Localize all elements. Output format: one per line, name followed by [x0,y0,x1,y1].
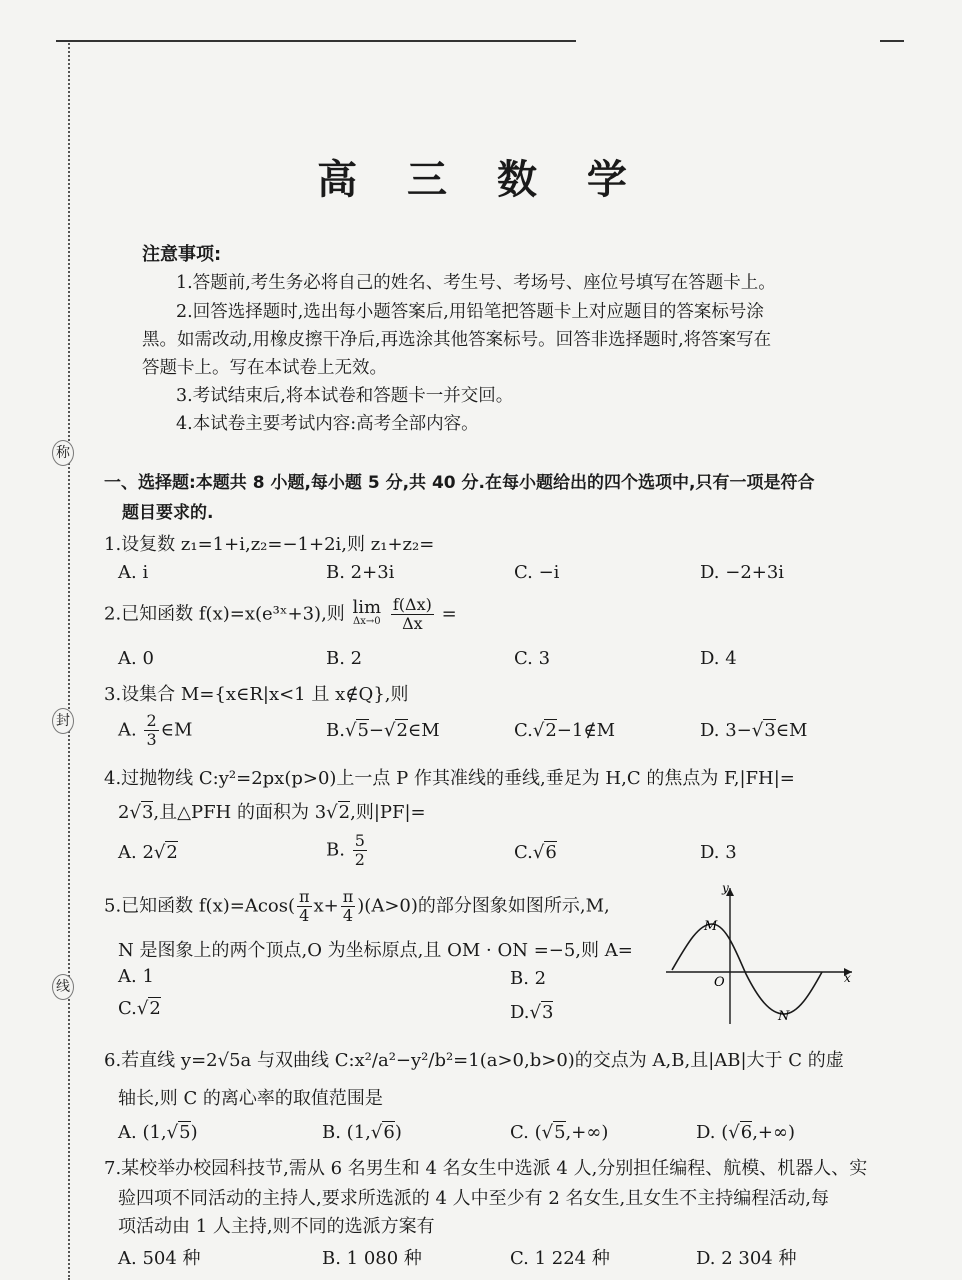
notice-line-4: 答题卡上。写在本试卷上无效。 [142,358,387,378]
q5-option-a: A. 1 [118,966,154,987]
q5-d-label: D. [510,1002,530,1023]
q6-d-radicand: 6 [740,1122,753,1143]
q4-a-radicand: 2 [166,842,178,863]
q5-stem-a: 5.已知函数 f(x)=Acos( [104,895,296,917]
question-4-line-1: 4.过抛物线 C:y²=2px(p>0)上一点 P 作其准线的垂线,垂足为 H,C 的焦点为 F,|FH|= [104,768,795,789]
q4-l2-c: ,则|PF|= [350,802,426,823]
q6-c-tail: ,+∞) [565,1122,609,1143]
binding-dotted-line [68,40,70,1280]
q3-option-d: D. 3−√3∈M [700,720,808,741]
question-5-line-1 [104,888,610,925]
q3-a-tail: ∈M [160,719,193,741]
q4-b-num: 5 [354,831,365,850]
q3-b-radicand-1: 5 [357,720,369,741]
q4-option-d: D. 3 [700,842,737,863]
question-1-stem: 1.设复数 z₁=1+i,z₂=−1+2i,则 z₁+z₂= [104,534,435,555]
q2-lim-word: lim [352,596,382,618]
top-rule [56,40,576,42]
q3-option-b: B.√5−√2∈M [326,720,440,741]
q5-c-label: C. [118,998,137,1019]
graph-curve [672,924,822,1014]
q2-denominator: Δx [402,614,423,633]
top-rule-right [880,40,904,42]
q3-d-radicand: 3 [764,720,776,741]
notice-line-2: 2.回答选择题时,选出每小题答案后,用铅笔把答题卡上对应题目的答案标号涂 [176,302,764,322]
notice-line-1: 1.答题前,考生务必将自己的姓名、考生号、考场号、座位号填写在答题卡上。 [176,273,776,293]
q2-stem-text: 2.已知函数 f(x)=x(e³ˣ+3),则 [104,603,345,625]
q5-option-c: C.√2 [118,998,161,1019]
q5-option-d: D.√3 [510,1002,554,1023]
q7-option-c: C. 1 224 种 [510,1248,610,1269]
margin-mark-cheng: 称 [52,440,74,466]
q5-c-radicand: 2 [149,998,161,1019]
q3-d-label: D. 3− [700,720,752,741]
q6-b-label: B. (1, [322,1122,371,1143]
q2-option-b: B. 2 [326,648,363,669]
q4-b-label: B. [326,839,345,861]
q1-option-a: A. i [118,562,149,583]
q2-option-d: D. 4 [700,648,737,669]
question-3-stem: 3.设集合 M={x∈R|x<1 且 x∉Q},则 [104,684,409,705]
graph-y-label: y [722,881,729,895]
q5-mid: x+ [313,895,339,917]
q5-d-radicand: 3 [542,1002,554,1023]
q4-l2-b: ,且△PFH 的面积为 3 [153,802,327,823]
q3-a-label: A. [118,719,137,741]
q3-a-num: 2 [146,711,157,730]
q2-option-c: C. 3 [514,648,551,669]
page-title: 高 三 数 学 [317,157,645,203]
q5-frac-1 [297,888,312,925]
q6-c-label: C. ( [510,1122,542,1143]
q4-c-radicand: 6 [545,842,557,863]
notice-line-5: 3.考试结束后,将本试卷和答题卡一并交回。 [176,386,514,406]
q2-fraction [391,596,434,633]
q6-c-radicand: 5 [554,1122,566,1143]
q3-b-minus: − [368,720,384,741]
q3-c-radicand: 2 [545,720,557,741]
q3-a-den: 3 [146,730,157,749]
q7-option-a: A. 504 种 [118,1248,201,1269]
graph-point-m: M [704,919,718,934]
margin-mark-feng: 封 [52,708,74,734]
section-line-1: 一、选择题:本题共 8 小题,每小题 5 分,共 40 分.在每小题给出的四个选项中,只有一项是符合 [104,473,815,493]
q6-d-label: D. ( [696,1122,729,1143]
q1-option-b: B. 2+3i [326,562,395,583]
q6-option-d: D. (√6,+∞) [696,1122,796,1143]
section-heading [104,468,874,528]
question-5-line-2: N 是图象上的两个顶点,O 为坐标原点,且 OM · ON =−5,则 A= [118,940,633,961]
question-6-line-1: 6.若直线 y=2√5a 与双曲线 C:x²/a²−y²/b²=1(a>0,b>0)的交点为 A,B,且|AB|大于 C 的虚 [104,1050,844,1071]
q5-f1-den: 4 [299,906,310,925]
q4-a-label: A. 2 [118,842,154,863]
q3-c-label: C. [514,720,533,741]
notice-heading: 注意事项: [142,244,222,265]
q6-a-tail: ) [190,1122,198,1143]
q2-option-a: A. 0 [118,648,154,669]
question-7-line-1: 7.某校举办校园科技节,需从 6 名男生和 4 名女生中选派 4 人,分别担任编程、航模、机器人、实 [104,1158,868,1179]
q2-lim-sub: Δx→0 [353,615,381,627]
q2-tail: = [441,603,457,625]
q2-limit [352,596,382,629]
q2-numerator: f(Δx) [392,595,432,614]
q4-c-label: C. [514,842,533,863]
q5-f2-den: 4 [342,906,354,925]
question-7-line-3: 项活动由 1 人主持,则不同的选派方案有 [118,1216,435,1237]
q7-option-d: D. 2 304 种 [696,1248,797,1269]
q3-b-tail: ∈M [407,720,440,741]
q4-l2-a: 2 [118,802,130,823]
q6-a-label: A. (1, [118,1122,167,1143]
q6-option-a: A. (1,√5) [118,1122,198,1143]
margin-mark-xian: 线 [52,974,74,1000]
q3-a-fraction [144,712,158,749]
q6-b-tail: ) [394,1122,402,1143]
q4-b-fraction [353,832,367,869]
graph-point-n: N [778,1009,790,1024]
q3-b-radicand-2: 2 [396,720,408,741]
question-2-stem [104,596,457,633]
notice-line-6: 4.本试卷主要考试内容:高考全部内容。 [176,414,479,434]
question-4-line-2: 2√3,且△PFH 的面积为 3√2,则|PF|= [118,802,426,823]
q7-option-b: B. 1 080 种 [322,1248,422,1269]
q6-d-tail: ,+∞) [752,1122,796,1143]
q6-b-radicand: 6 [383,1122,395,1143]
graph-x-label: x [844,971,851,985]
q3-option-c: C.√2−1∉M [514,720,616,741]
q5-stem-b: )(A>0)的部分图象如图所示,M, [357,895,610,917]
q6-option-c: C. (√5,+∞) [510,1122,609,1143]
q6-option-b: B. (1,√6) [322,1122,402,1143]
q1-option-c: C. −i [514,562,560,583]
q5-f2-num: π [342,887,354,906]
q4-option-c: C.√6 [514,842,557,863]
q4-l2-r1: 3 [141,802,154,823]
q3-b-label: B. [326,720,345,741]
q4-b-den: 2 [354,850,365,869]
q4-l2-r2: 2 [338,802,351,823]
section-line-2: 题目要求的. [122,503,214,523]
q4-option-a: A. 2√2 [118,842,178,863]
question-7-line-2: 验四项不同活动的主持人,要求所选派的 4 人中至少有 2 名女生,且女生不主持编程活动,每 [118,1188,829,1209]
q5-f1-num: π [299,887,310,906]
q3-c-tail: −1∉M [556,720,616,741]
graph-origin-label: O [714,975,725,990]
cosine-graph [660,878,860,1028]
q1-option-d: D. −2+3i [700,562,785,583]
q3-option-a [118,712,192,749]
notice-line-3: 黑。如需改动,用橡皮擦干净后,再选涂其他答案标号。回答非选择题时,将答案写在 [142,330,772,350]
q5-frac-2 [341,888,356,925]
q6-a-radicand: 5 [179,1122,191,1143]
q3-d-tail: ∈M [775,720,808,741]
q5-option-b: B. 2 [510,968,547,989]
q4-option-b [326,832,369,869]
question-6-line-2: 轴长,则 C 的离心率的取值范围是 [118,1088,383,1109]
